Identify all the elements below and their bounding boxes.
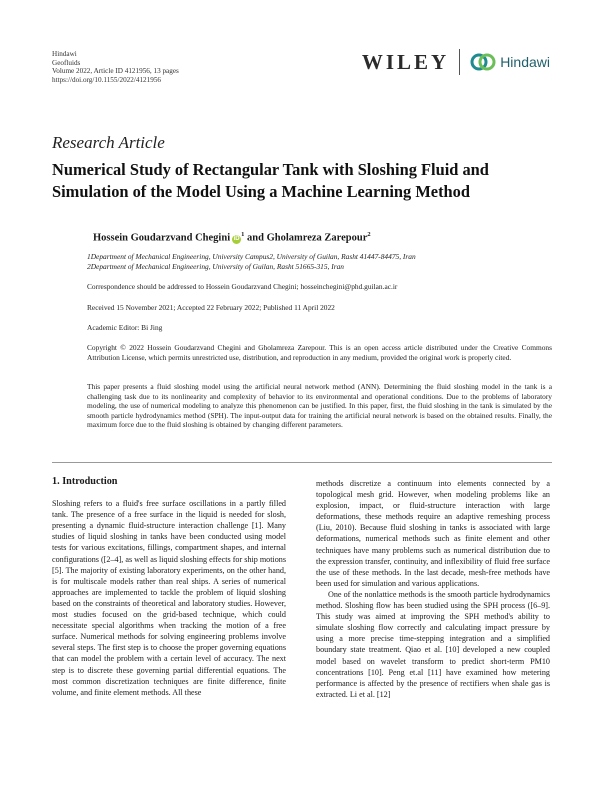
- body-column-left: [52, 476, 286, 698]
- author-list: [93, 231, 371, 244]
- volume-line: Volume 2022, Article ID 4121956, 13 pages: [52, 67, 179, 76]
- author-1-affil: 1: [241, 231, 245, 238]
- affiliation-1: 1Department of Mechanical Engineering, University Campus2, University of Guilan, Rasht 41447-84475, Iran: [87, 252, 416, 261]
- body-paragraph: Sloshing refers to a fluid's free surface oscillations in a partly filled tank. The presence of a free surface in the liquid is needed for slosh, presenting a dynamic fluid-structure interaction challenge [1]. Many studies of liquid sloshing in tanks have been conducted using model tests for various excitations, fillings, compartment shapes, and internal configurations ([2–4], as well as liquid sloshing effects for ship motions [5]. The majority of existing laboratory experiments, on the other hand, is for multiscale models rather than real ships. A series of numerical approaches are implemented to tackle the problem of liquid sloshing based on the constraints of theoretical and laboratory studies. However, most studies focused on the grid-based technique, which could necessitate special algorithms when tracking the motion of a free surface. Numerical methods for solving engineering problems involve several steps. The first step is to choose the proper governing equations that can model the problem with a certain level of accuracy. The next step is to discrete these governing partial differential equations. The most common discretization techniques are finite difference, finite volume, and finite element methods. All these: [52, 499, 286, 697]
- hindawi-logo: [470, 52, 550, 72]
- section-heading: 1. Introduction: [52, 476, 118, 487]
- wiley-logo: WILEY: [361, 49, 450, 74]
- logo-divider: [459, 49, 460, 75]
- author-2-affil: 2: [367, 231, 371, 238]
- publisher-name: Hindawi: [52, 50, 77, 58]
- body-paragraph: methods discretize a continuum into elements connected by a topological mesh grid. However, when modeling problems like an explosion, impact, or fluid-structure interaction with large deformations, these methods require an adaptive remeshing process (Liu, 2010). Because fluid sloshing in tanks is associated with large deformations, numerical methods such as finite element and other techniques have many problems such as numerical distribution due to the expression transfer, continuity, and inflexibility of fluid free surface the use of these methods. In the last decade, mesh-free methods have been used for simulation and various applications.: [316, 479, 550, 588]
- author-conjunction: and: [247, 232, 264, 244]
- author-1[interactable]: Hossein Goudarzvand Chegini: [93, 232, 231, 244]
- journal-meta: [52, 50, 179, 84]
- hindawi-wordmark: Hindawi: [500, 54, 550, 70]
- section-divider: [52, 462, 552, 463]
- author-2[interactable]: Gholamreza Zarepour: [266, 232, 368, 244]
- body-column-right: [316, 478, 550, 700]
- article-type: Research Article: [52, 133, 165, 152]
- hindawi-rings-icon: [470, 52, 496, 72]
- affiliation-2: 2Department of Mechanical Engineering, University of Guilan, Rasht 51665-315, Iran: [87, 261, 344, 271]
- article-dates: Received 15 November 2021; Accepted 22 February 2022; Published 11 April 2022: [87, 303, 335, 312]
- body-paragraph: One of the nonlattice methods is the smooth particle hydrodynamics method. Sloshing flow has been studied using the SPH process ([6–9]. This study was aimed at improving the SPH method's ability to simulate sloshing flow correctly and calculating impact pressure by using a more precise time-stepping integration and a simplified boundary state treatment. Qiao et al. [10] developed a new coupled model based on wavelet transform to predict short-term PM10 concentrations [10]. Peng et.al [11] have examined how metering performance is affected by the presence of rectifiers when shale gas is extracted. Li et al. [12]: [316, 589, 550, 699]
- abstract: This paper presents a fluid sloshing model using the artificial neural network method (ANN). Determining the fluid sloshing model in the tank is a challenging task due to its nonlinearity and complexity of behavior to its environmental and operational conditions. Due to the problems of laboratory modeling, the use of numerical modeling to analyze this phenomenon can be justified. In this paper, first, the fluid sloshing in the tank is simulated by the smooth particle hydrodynamics method (SPH). The input-output data for training the artificial neural network is based on the obtained results. Finally, the maximum force due to the fluid sloshing is obtained by changing different parameters.: [87, 382, 552, 430]
- publisher-logos: [362, 48, 550, 76]
- doi-link[interactable]: https://doi.org/10.1155/2022/4121956: [52, 75, 162, 84]
- journal-name: Geofluids: [52, 58, 81, 67]
- academic-editor: Academic Editor: Bi Jing: [87, 323, 163, 332]
- orcid-icon[interactable]: iD: [233, 235, 240, 242]
- affiliations: [87, 252, 552, 271]
- page-title: Numerical Study of Rectangular Tank with Sloshing Fluid and Simulation of the Model Using a Machine Learning Method: [52, 160, 489, 201]
- correspondence: Correspondence should be addressed to Hossein Goudarzvand Chegini; hosseinchegini@phd.guilan.ac.ir: [87, 282, 398, 291]
- copyright-notice: Copyright © 2022 Hossein Goudarzvand Chegini and Gholamreza Zarepour. This is an open access article distributed under the Creative Commons Attribution License, which permits unrestricted use, distribution, and reproduction in any medium, provided the original work is properly cited.: [87, 343, 552, 362]
